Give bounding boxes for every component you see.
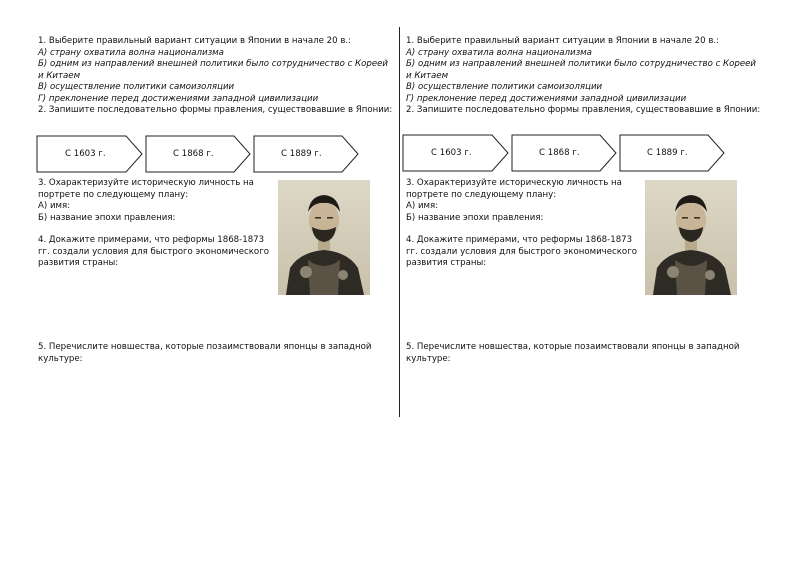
q3-item-a: А) имя:: [406, 201, 439, 211]
q1-option-d: Г) преклонение перед достижениями западной цивилизации: [406, 93, 687, 104]
column-divider: [399, 27, 400, 417]
emperor-portrait-image: [278, 180, 370, 295]
arrow-label: С 1603 г.: [65, 149, 106, 159]
q2-title: 2. Запишите последовательно формы правления, существовавшие в Японии:: [406, 105, 761, 115]
q3-item-a: А) имя:: [38, 201, 71, 211]
q1-option-a: А) страну охватила волна национализма: [38, 47, 224, 58]
arrow-label: С 1868 г.: [173, 149, 214, 159]
q1-option-b-cont: и Китаем: [38, 70, 81, 81]
q3-item-b: Б) название эпохи правления:: [38, 212, 176, 223]
q4-title-cont: развития страны:: [406, 258, 487, 268]
q1-option-b-cont: и Китаем: [406, 70, 449, 81]
q1-title: 1. Выберите правильный вариант ситуации в Японии в начале 20 в.:: [406, 36, 720, 46]
q1-option-d: Г) преклонение перед достижениями западной цивилизации: [38, 93, 319, 104]
q5-block-right: [406, 342, 746, 365]
q5-block-left: [38, 342, 378, 365]
q3-title-cont: портрете по следующему плану:: [38, 189, 189, 200]
q5-title: 5. Перечислите новшества, которые позаимствовали японцы в западной: [38, 342, 372, 352]
worksheet-left: [38, 36, 398, 117]
q4-title-cont: развития страны:: [38, 258, 119, 268]
q5-title-cont: культуре:: [406, 353, 451, 364]
q1-option-b: Б) одним из направлений внешней политики было сотрудничество с Кореей: [406, 59, 757, 69]
q4-title: 4. Докажите примерами, что реформы 1868-1873: [38, 235, 265, 245]
q4-title: 4. Докажите примерами, что реформы 1868-1873: [406, 235, 633, 245]
q4-title-cont: гг. создали условия для быстрого экономического: [38, 246, 269, 257]
arrow-label: С 1889 г.: [647, 148, 688, 158]
arrow-label: С 1889 г.: [281, 149, 322, 159]
government-forms-arrows-right: [402, 134, 732, 174]
q1-option-c: В) осуществление политики самоизоляции: [38, 82, 235, 92]
arrow-label: С 1868 г.: [539, 148, 580, 158]
q3-block-left: [38, 178, 273, 270]
arrow-label: С 1603 г.: [431, 148, 472, 158]
q5-title: 5. Перечислите новшества, которые позаимствовали японцы в западной: [406, 342, 740, 352]
q4-title-cont: гг. создали условия для быстрого экономического: [406, 246, 637, 257]
q1-option-c: В) осуществление политики самоизоляции: [406, 82, 603, 92]
q3-item-b: Б) название эпохи правления:: [406, 212, 544, 223]
q3-block-right: [406, 178, 641, 270]
worksheet-right: [406, 36, 766, 117]
q5-title-cont: культуре:: [38, 353, 83, 364]
q1-title: 1. Выберите правильный вариант ситуации в Японии в начале 20 в.:: [38, 36, 352, 46]
government-forms-arrows-left: [36, 135, 366, 175]
q1-option-b: Б) одним из направлений внешней политики было сотрудничество с Кореей: [38, 59, 389, 69]
q3-title-cont: портрете по следующему плану:: [406, 189, 557, 200]
q1-option-a: А) страну охватила волна национализма: [406, 47, 592, 58]
emperor-portrait-image: [645, 180, 737, 295]
q3-title: 3. Охарактеризуйте историческую личность на: [38, 178, 254, 188]
q3-title: 3. Охарактеризуйте историческую личность на: [406, 178, 622, 188]
q2-title: 2. Запишите последовательно формы правления, существовавшие в Японии:: [38, 105, 393, 115]
